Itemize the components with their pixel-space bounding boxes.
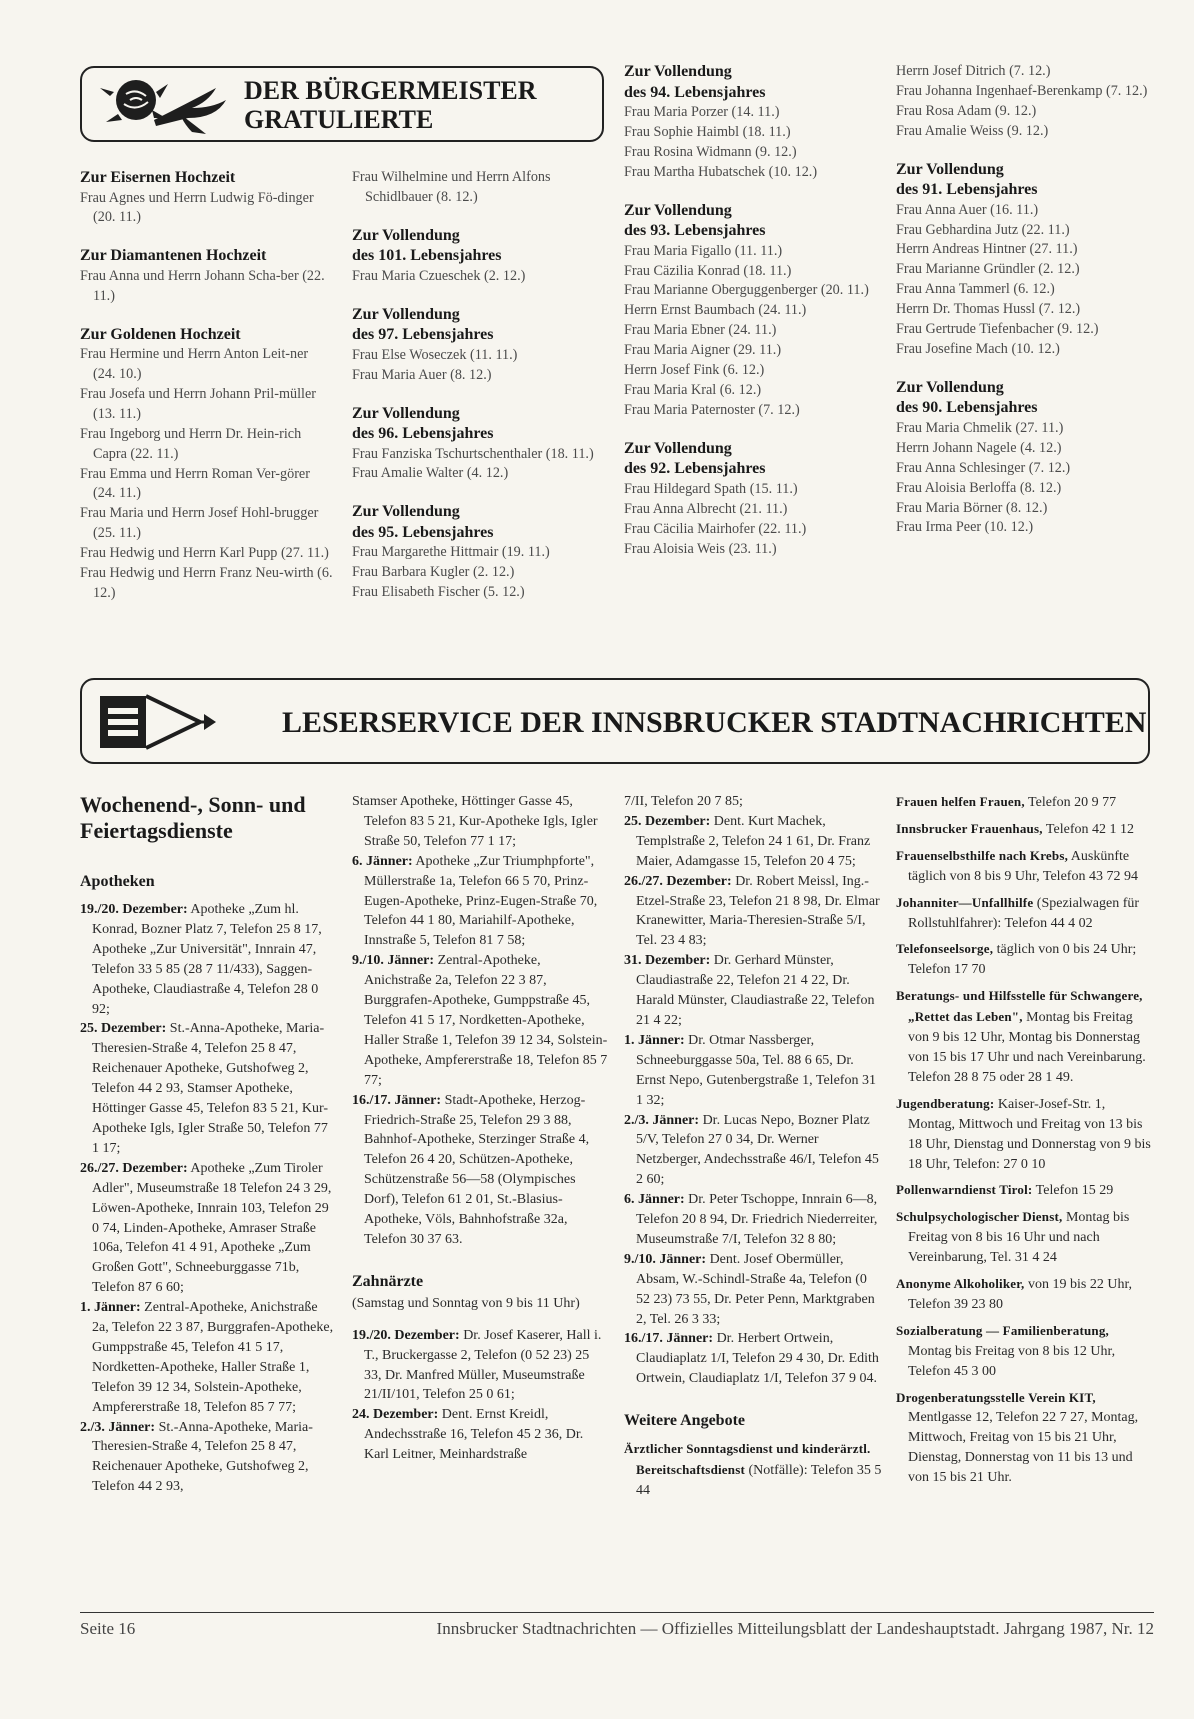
congrats-entry: Frau Maria Czueschek (2. 12.) [352, 267, 526, 284]
entry-text: Telefon 15 29 [1032, 1183, 1114, 1199]
congrats-entry: Frau Maria Ebner (24. 11.) [624, 322, 777, 339]
congrats-section [80, 168, 334, 228]
entry-label: 19./20. Dezember: [352, 1327, 460, 1343]
entry-text: Kaiser-Josef-Str. 1, Montag, Mittwoch und Freitag von 13 bis 18 Uhr, Dienstag und Donnerstag von 9 bis 18 Uhr, Telefon: 27 0 10 [908, 1096, 1151, 1172]
entry-text: Montag bis Freitag von 9 bis 12 Uhr, Montag bis Donnerstag von 15 bis 17 Uhr und nach Vereinbarung. Telefon 28 8 75 oder 28 1 49. [908, 1010, 1146, 1085]
service-column-3 [624, 792, 882, 1501]
congrats-entry: Frau Marianne Oberguggenberger (20. 11.) [624, 282, 869, 299]
congrats-entry: Frau Maria und Herrn Josef Hohl-brugger (25. 11.) [80, 505, 319, 542]
entry-label: Frauen helfen Frauen, [896, 794, 1025, 809]
congrats-entry: Frau Anna Auer (16. 11.) [896, 201, 1039, 218]
entry-label: 25. Dezember: [624, 813, 711, 829]
entry-text: Auskünfte täglich von 8 bis 9 Uhr, Telefon 43 72 94 [908, 848, 1138, 884]
service-entry [80, 1159, 336, 1298]
banner-title: DER BÜRGERMEISTER GRATULIERTE [244, 76, 537, 134]
service-entry [624, 1329, 882, 1389]
congrats-entry: Frau Amalie Weiss (9. 12.) [896, 122, 1049, 139]
congrats-column-4 [896, 62, 1154, 538]
entry-text: täglich von 0 bis 24 Uhr; Telefon 17 70 [908, 942, 1137, 978]
congrats-entry: Frau Martha Hubatschek (10. 12.) [624, 163, 818, 180]
service-entry [352, 1091, 608, 1250]
congrats-section [352, 404, 606, 485]
congrats-entry: Frau Hildegard Spath (15. 11.) [624, 480, 798, 497]
congrats-entry: Herrn Andreas Hintner (27. 11.) [896, 241, 1078, 258]
service-entry [352, 792, 608, 852]
service-entry [896, 792, 1154, 813]
publication-line: Innsbrucker Stadtnachrichten — Offizielles Mitteilungsblatt der Landeshauptstadt. Jahrgang 1987, Nr. 12 [436, 1619, 1154, 1638]
weitere-angebote-list-2 [896, 792, 1154, 1488]
congrats-entry: Frau Agnes und Herrn Ludwig Fö-dinger (20. 11.) [80, 189, 314, 226]
entry-label: 9./10. Jänner: [624, 1251, 707, 1267]
congrats-section [624, 439, 882, 560]
congrats-entry: Frau Josefine Mach (10. 12.) [896, 340, 1060, 357]
entry-label: 1. Jänner: [624, 1032, 685, 1048]
entry-text: Apotheke „Zur Triumphpforte", Müllerstraße 1a, Telefon 66 5 70, Prinz-Eugen-Apotheke, Prinz-Eugen-Straße 70, Telefon 44 1 80, Mariahilf-Apotheke, Innstraße 5, Telefon 81 7 58; [364, 853, 598, 949]
entry-text: Telefon 20 9 77 [1024, 795, 1117, 810]
entry-label: 1. Jänner: [80, 1300, 141, 1316]
entry-label: 6. Jänner: [624, 1192, 685, 1208]
entry-text: Montag bis Freitag von 8 bis 16 Uhr und nach Vereinbarung, Tel. 31 4 24 [908, 1210, 1130, 1266]
congrats-entry: Frau Amalie Walter (4. 12.) [352, 465, 509, 482]
section-subheading: des 94. Lebensjahres [624, 83, 766, 101]
entry-text: Dent. Josef Obermüller, Absam, W.-Schindl-Straße 4a, Telefon (0 52 23) 73 55, Dr. Peter Penn, Marktgraben 2, Tel. 26 3 33; [636, 1251, 875, 1327]
service-entry [896, 1207, 1154, 1268]
page-number: Seite 16 [80, 1619, 136, 1638]
congrats-column-3 [624, 62, 882, 559]
service-entry [896, 846, 1154, 887]
congrats-entry: Frau Emma und Herrn Roman Ver-görer (24. 11.) [80, 465, 310, 502]
congrats-entry: Frau Cäzilia Konrad (18. 11.) [624, 262, 792, 279]
congrats-entry: Frau Rosa Adam (9. 12.) [896, 102, 1037, 119]
service-entry [896, 819, 1154, 840]
service-entry [624, 1250, 882, 1330]
congrats-entry: Frau Maria Paternoster (7. 12.) [624, 401, 800, 418]
entry-text: Mentlgasse 12, Telefon 22 7 27, Montag, Mittwoch, Freitag von 15 bis 21 Uhr, Dienstag, Donnerstag von 11 bis 13 und von 15 bis 21 Uhr. [908, 1410, 1139, 1486]
congrats-section [896, 62, 1154, 142]
congrats-section [896, 378, 1154, 538]
congrats-section [352, 502, 606, 603]
section-heading: Zur Vollendung [352, 503, 460, 521]
entry-text: Stadt-Apotheke, Herzog-Friedrich-Straße 25, Telefon 29 3 88, Bahnhof-Apotheke, Sterzinger Straße 4, Telefon 26 4 20, Schützen-Apotheke, Schützenstraße 56—58 (Olympisches Dorf), Telefon 61 2 01, St.-Blasius-Apotheke, Völs, Bahnhofstraße 32a, Telefon 30 37 63. [364, 1092, 590, 1247]
section-heading: Zur Vollendung [624, 63, 732, 80]
congrats-entry: Frau Aloisia Weis (23. 11.) [624, 540, 777, 557]
congrats-section [352, 305, 606, 386]
entry-label: 2./3. Jänner: [624, 1112, 700, 1128]
entry-label: Ärztlicher Sonntagsdienst und kinderärztl. Bereitschaftsdienst [624, 1441, 871, 1478]
service-entry [352, 852, 608, 952]
zahnaerzte-heading: Zahnärzte [352, 1272, 424, 1290]
congrats-entry: Frau Josefa und Herrn Johann Pril-müller (13. 11.) [80, 385, 317, 422]
entry-text: Zentral-Apotheke, Anichstraße 2a, Telefon 22 3 87, Burggrafen-Apotheke, Gumppstraße 45, Telefon 41 5 17, Nordketten-Apotheke, Haller Straße 1, Telefon 39 12 34, Solstein-Apotheke, Ampfererstraße 18, Telefon 85 7 77; [92, 1300, 334, 1415]
congrats-section [80, 246, 334, 306]
entry-label: Frauenselbsthilfe nach Krebs, [896, 847, 1069, 863]
congrats-entry: Herrn Josef Fink (6. 12.) [624, 362, 765, 379]
section-subheading: des 96. Lebensjahres [352, 425, 494, 443]
zahnaerzte-list-1 [352, 1326, 608, 1465]
congrats-section [624, 201, 882, 421]
entry-text: Dr. Lucas Nepo, Bozner Platz 5/V, Telefon 27 0 34, Dr. Werner Netzberger, Andechsstraße 46/I, Telefon 45 2 60; [636, 1112, 879, 1188]
congrats-entry: Herrn Josef Ditrich (7. 12.) [896, 63, 1051, 79]
service-entry [80, 1019, 336, 1158]
congrats-entry: Frau Gertrude Tiefenbacher (9. 12.) [896, 321, 1099, 338]
congrats-entry: Frau Hermine und Herrn Anton Leit-ner (24. 10.) [80, 346, 309, 383]
apotheken-list-1 [80, 900, 336, 1497]
entry-label: Telefonseelsorge, [896, 941, 994, 957]
entry-text: (Spezialwagen für Rollstuhlfahrer): Telefon 44 4 02 [908, 895, 1140, 931]
entry-text: Montag bis Freitag von 8 bis 12 Uhr, Telefon 45 3 00 [908, 1343, 1116, 1379]
congrats-entry: Frau Maria Aigner (29. 11.) [624, 342, 782, 359]
entry-label: 26./27. Dezember: [80, 1160, 188, 1176]
entry-text: (Notfälle): Telefon 35 5 44 [636, 1463, 882, 1498]
congrats-entry: Frau Aloisia Berloffa (8. 12.) [896, 479, 1062, 496]
congrats-entry: Frau Anna und Herrn Johann Scha-ber (22. 11.) [80, 267, 325, 304]
section-subheading: des 90. Lebensjahres [896, 399, 1038, 417]
entry-label: Beratungs- und Hilfsstelle für Schwangere, „Rettet das Leben", [896, 988, 1143, 1025]
zahnaerzte-list-2 [624, 792, 882, 1389]
congrats-entry: Frau Anna Tammerl (6. 12.) [896, 281, 1055, 298]
entry-text: Apotheke „Zum hl. Konrad, Bozner Platz 7, Telefon 25 8 17, Apotheke „Zur Universität", Innrain 47, Telefon 33 5 85 (28 7 11/433), Saggen-Apotheke, Claudiastraße 4, Telefon 28 0 92; [92, 902, 322, 1017]
section-subheading: des 91. Lebensjahres [896, 181, 1038, 199]
entry-label: 31. Dezember: [624, 953, 711, 969]
congrats-column-1 [80, 168, 334, 604]
congrats-entry: Frau Marianne Gründler (2. 12.) [896, 261, 1080, 278]
congrats-entry: Frau Maria Chmelik (27. 11.) [896, 419, 1064, 436]
entry-label: Anonyme Alkoholiker, [896, 1276, 1025, 1292]
weitere-angebote-list-1 [624, 1439, 882, 1501]
entry-text: Dr. Josef Kaserer, Hall i. T., Bruckergasse 2, Telefon (0 52 23) 25 33, Dr. Manfred Müller, Museumstraße 21/II/101, Telefon 25 0 61; [364, 1327, 602, 1403]
entry-text: Dent. Kurt Machek, Templstraße 2, Telefon 24 1 61, Dr. Franz Maier, Adamgasse 15, Telefon 20 4 75; [636, 813, 871, 869]
congrats-entry: Frau Fanziska Tschurtschenthaler (18. 11.) [352, 445, 594, 462]
congrats-entry: Frau Elisabeth Fischer (5. 12.) [352, 584, 525, 601]
entry-text: Dr. Robert Meissl, Ing.-Etzel-Straße 23, Telefon 21 8 98, Dr. Elmar Kranewitter, Maria-Theresien-Straße 5/I, Tel. 23 4 83; [636, 873, 880, 949]
service-entry [624, 951, 882, 1031]
entry-text: St.-Anna-Apotheke, Maria-Theresien-Straße 4, Telefon 25 8 47, Reichenauer Apotheke, Gutshofweg 2, Telefon 44 2 93, [92, 1419, 313, 1495]
congrats-entry: Frau Maria Kral (6. 12.) [624, 381, 762, 398]
entry-text: St.-Anna-Apotheke, Maria-Theresien-Straße 4, Telefon 25 8 47, Reichenauer Apotheke, Gutshofweg 2, Telefon 44 2 93, Stamser Apotheke, Höttinger Gasse 45, Telefon 83 5 21, Kur-Apotheke Igls, Igler Straße 50, Telefon 77 1 17; [92, 1021, 329, 1156]
gratulation-banner [80, 66, 604, 142]
zahnaerzte-note: (Samstag und Sonntag von 9 bis 11 Uhr) [352, 1295, 580, 1311]
page-footer [80, 1612, 1154, 1638]
entry-label: Johanniter—Unfallhilfe [896, 894, 1034, 910]
leserservice-logo-icon [100, 692, 270, 752]
service-entry [896, 1388, 1154, 1489]
entry-label: Jugendberatung: [896, 1095, 995, 1111]
congrats-entry: Herrn Ernst Baumbach (24. 11.) [624, 302, 807, 319]
apotheken-list-2 [352, 792, 608, 1250]
service-entry [80, 1298, 336, 1417]
service-entry [896, 1274, 1154, 1315]
congrats-entry: Herrn Johann Nagele (4. 12.) [896, 439, 1062, 456]
section-heading: Zur Eisernen Hochzeit [80, 169, 236, 186]
entry-label: 16./17. Jänner: [352, 1092, 442, 1108]
congrats-section [896, 160, 1154, 360]
section-heading: Zur Vollendung [352, 226, 460, 244]
service-entry [624, 872, 882, 952]
entry-label: Sozialberatung — Familienberatung, [896, 1322, 1109, 1338]
service-entry [896, 1180, 1154, 1201]
entry-label: 6. Jänner: [352, 853, 413, 869]
leserservice-banner [80, 678, 1150, 764]
congrats-section [352, 226, 606, 287]
service-entry [624, 812, 882, 872]
entry-text: Dent. Ernst Kreidl, Andechsstraße 16, Telefon 45 2 36, Dr. Karl Leitner, Meinhardstraße [364, 1407, 584, 1463]
rose-icon [96, 74, 236, 136]
congrats-column-2 [352, 168, 606, 603]
entry-label: 16./17. Jänner: [624, 1331, 714, 1347]
service-entry [352, 1326, 608, 1406]
congrats-section [80, 325, 334, 604]
entry-text: Dr. Gerhard Münster, Claudiastraße 22, Telefon 21 4 22, Dr. Harald Münster, Claudiastraße 22, Telefon 21 4 22; [636, 953, 875, 1028]
congrats-entry: Frau Maria Börner (8. 12.) [896, 499, 1048, 516]
section-heading: Zur Vollendung [896, 378, 1004, 396]
entry-text: Dr. Peter Tschoppe, Innrain 6—8, Telefon 20 8 94, Dr. Friedrich Niederreiter, Museumstraße 7/I, Telefon 32 8 80; [636, 1192, 878, 1247]
section-subheading: des 101. Lebensjahres [352, 247, 502, 265]
congrats-entry: Herrn Dr. Thomas Hussl (7. 12.) [896, 301, 1081, 318]
congrats-entry: Frau Gebhardina Jutz (22. 11.) [896, 221, 1070, 238]
congrats-entry: Frau Anna Schlesinger (7. 12.) [896, 459, 1071, 476]
entry-text: Apotheke „Zum Tiroler Adler", Museumstraße 18 Telefon 24 3 29, Löwen-Apotheke, Innrain 103, Telefon 29 0 74, Linden-Apotheke, Amraser Straße 106a, Telefon 41 4 91, Apotheke „Zum Großen Gott", Schneeburggasse 71b, Telefon 87 6 60; [92, 1160, 332, 1296]
entry-label: 19./20. Dezember: [80, 902, 188, 917]
entry-text: Zentral-Apotheke, Anichstraße 2a, Telefon 22 3 87, Burggrafen-Apotheke, Gumppstraße 45, Telefon 41 5 17, Nordketten-Apotheke, Haller Straße 1, Telefon 39 12 34, Solstein-Apotheke, Ampfererstraße 18, Telefon 85 7 77; [364, 953, 608, 1088]
weitere-angebote-heading: Weitere Angebote [624, 1412, 746, 1430]
entry-text: Dr. Otmar Nassberger, Schneeburggasse 50a, Tel. 88 6 65, Dr. Ernst Nepo, Gutenbergstraße 1, Telefon 31 1 32; [636, 1032, 876, 1108]
section-subheading: des 97. Lebensjahres [352, 326, 494, 344]
entry-label: 25. Dezember: [80, 1021, 167, 1037]
congrats-section [624, 62, 882, 183]
service-column-4 [896, 792, 1154, 1488]
section-heading: Zur Vollendung [352, 305, 460, 323]
entry-label: Innsbrucker Frauenhaus, [896, 820, 1043, 836]
service-entry [896, 1321, 1154, 1382]
congrats-entry: Frau Irma Peer (10. 12.) [896, 519, 1034, 536]
leserservice-title: LESERSERVICE DER INNSBRUCKER STADTNACHRICHTEN [282, 706, 1147, 739]
congrats-entry: Frau Barbara Kugler (2. 12.) [352, 564, 515, 581]
congrats-entry: Frau Johanna Ingenhaef-Berenkamp (7. 12.) [896, 82, 1148, 99]
service-entry [624, 792, 882, 812]
section-subheading: des 93. Lebensjahres [624, 222, 766, 240]
service-entry [896, 939, 1154, 980]
congrats-entry: Frau Hedwig und Herrn Karl Pupp (27. 11.) [80, 545, 329, 562]
congrats-entry: Frau Sophie Haimbl (18. 11.) [624, 123, 791, 140]
entry-text: Dr. Herbert Ortwein, Claudiaplatz 1/I, Telefon 29 4 30, Dr. Edith Ortwein, Claudiaplatz 1/I, Telefon 37 9 04. [636, 1331, 879, 1387]
service-entry [352, 1405, 608, 1465]
entry-text: von 19 bis 22 Uhr, Telefon 39 23 80 [908, 1277, 1133, 1312]
entry-label: 24. Dezember: [352, 1407, 439, 1423]
congrats-section [352, 168, 606, 208]
service-entry [80, 900, 336, 1019]
entry-text: Telefon 42 1 12 [1042, 821, 1134, 837]
entry-label: Drogenberatungsstelle Verein KIT, [896, 1389, 1096, 1405]
service-entry [624, 1031, 882, 1111]
congrats-entry: Frau Cäcilia Mairhofer (22. 11.) [624, 520, 807, 537]
section-heading: Zur Vollendung [896, 160, 1004, 178]
service-entry [896, 893, 1154, 934]
congrats-entry: Frau Margarethe Hittmair (19. 11.) [352, 544, 550, 561]
section-heading: Zur Goldenen Hochzeit [80, 325, 241, 343]
entry-label: 26./27. Dezember: [624, 873, 732, 889]
entry-text: 7/II, Telefon 20 7 85; [624, 794, 743, 809]
section-heading: Zur Vollendung [352, 404, 460, 422]
congrats-entry: Frau Maria Figallo (11. 11.) [624, 242, 783, 259]
service-entry [896, 986, 1154, 1088]
congrats-entry: Frau Hedwig und Herrn Franz Neu-wirth (6. 12.) [80, 565, 333, 601]
section-subheading: des 95. Lebensjahres [352, 523, 494, 541]
service-entry [896, 1094, 1154, 1175]
service-entry [624, 1190, 882, 1250]
entry-label: 9./10. Jänner: [352, 953, 435, 969]
service-entry [624, 1111, 882, 1191]
service-entry [624, 1439, 882, 1501]
service-entry [352, 951, 608, 1090]
section-heading: Zur Vollendung [624, 439, 732, 457]
congrats-entry: Frau Anna Albrecht (21. 11.) [624, 500, 788, 517]
entry-label: Schulpsychologischer Dienst, [896, 1209, 1063, 1225]
service-column-2 [352, 792, 608, 1465]
congrats-entry: Frau Maria Porzer (14. 11.) [624, 104, 780, 120]
service-main-title: Wochenend-, Sonn- und Feiertagsdienste [80, 792, 306, 843]
congrats-entry: Frau Ingeborg und Herrn Dr. Hein-rich Capra (22. 11.) [80, 425, 302, 462]
section-heading: Zur Diamantenen Hochzeit [80, 247, 267, 265]
service-entry [80, 1418, 336, 1498]
congrats-entry: Frau Maria Auer (8. 12.) [352, 366, 492, 383]
entry-label: Pollenwarndienst Tirol: [896, 1182, 1033, 1198]
congrats-entry: Frau Wilhelmine und Herrn Alfons Schidlbauer (8. 12.) [352, 169, 551, 205]
apotheken-heading: Apotheken [80, 873, 155, 890]
section-subheading: des 92. Lebensjahres [624, 460, 766, 478]
entry-label: 2./3. Jänner: [80, 1419, 156, 1435]
section-heading: Zur Vollendung [624, 201, 732, 219]
congrats-entry: Frau Rosina Widmann (9. 12.) [624, 143, 797, 160]
congrats-entry: Frau Else Woseczek (11. 11.) [352, 346, 518, 363]
entry-text: Stamser Apotheke, Höttinger Gasse 45, Telefon 83 5 21, Kur-Apotheke Igls, Igler Straße 50, Telefon 77 1 17; [352, 794, 598, 849]
service-column-1 [80, 792, 336, 1497]
